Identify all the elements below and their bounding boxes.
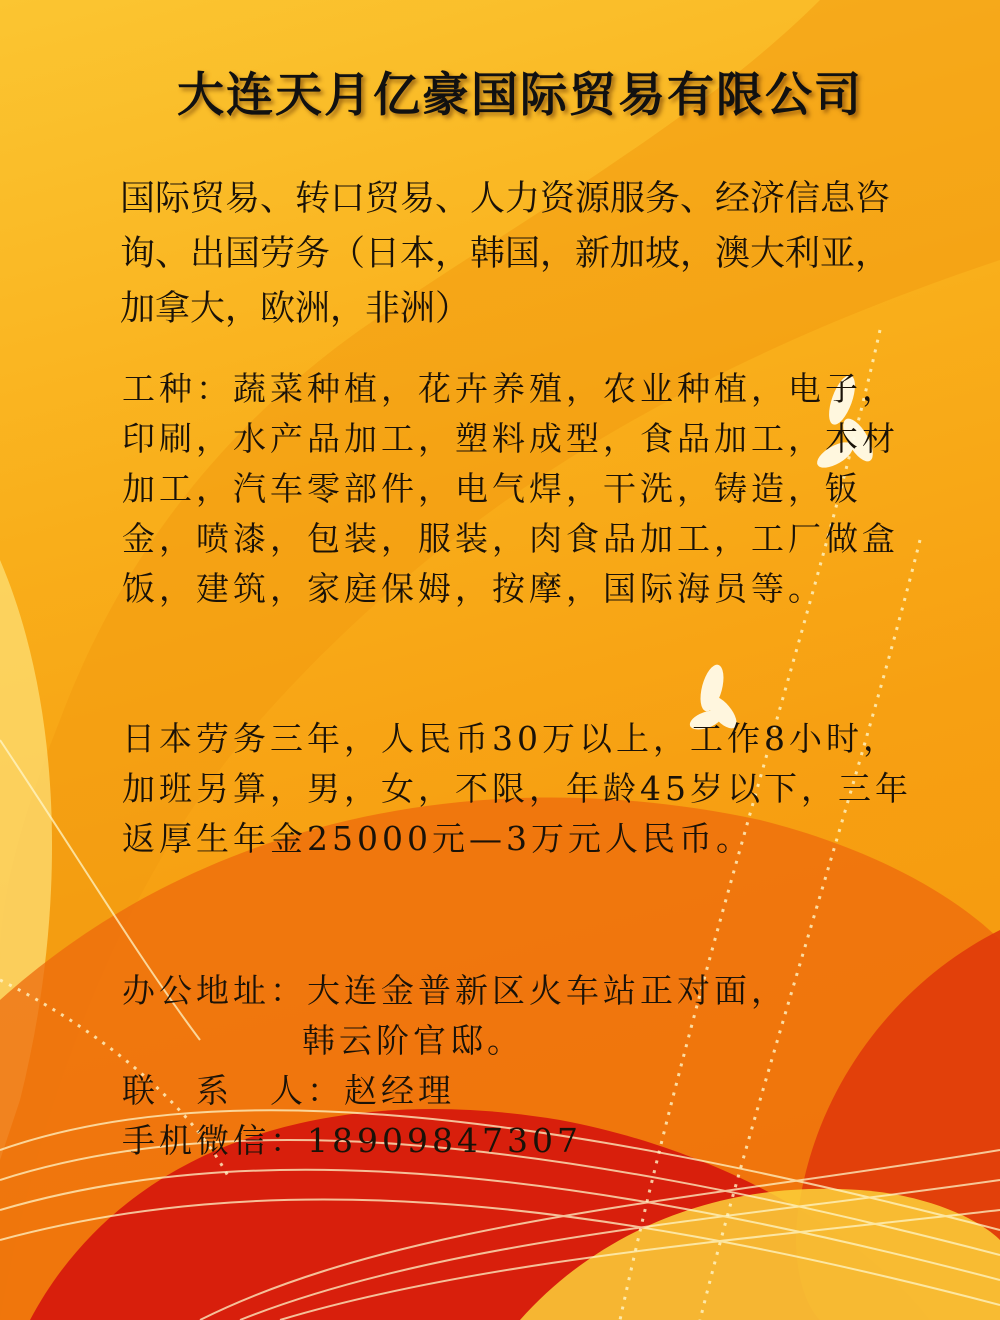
- phone-row: [122, 1116, 922, 1166]
- japan-labor-paragraph: 日本劳务三年，人民币30万以上，工作8小时，加班另算，男，女，不限，年龄45岁以下，三年返厚生年金25000元—3万元人民币。: [122, 719, 912, 858]
- address-line2: 韩云阶官邸。: [302, 1021, 524, 1060]
- services-paragraph: 国际贸易、转口贸易、人力资源服务、经济信息咨询、出国劳务（日本，韩国，新加坡，澳大利亚，加拿大，欧洲，非洲）: [120, 179, 891, 329]
- company-title: 大连天月亿豪国际贸易有限公司: [177, 68, 863, 123]
- address-row: [122, 966, 922, 1016]
- phone-number: 18909847307: [307, 1121, 582, 1160]
- job-types-paragraph: 工种：蔬菜种植，花卉养殖，农业种植，电子，印刷，水产品加工，塑料成型，食品加工，木材加工，汽车零部件，电气焊，干洗，铸造，钣金，喷漆，包装，服装，肉食品加工，工厂做盒饭，建筑，家庭保姆，按摩，国际海员等。: [122, 369, 899, 608]
- address-label: 办公地址：: [122, 971, 307, 1010]
- address-row-2: [122, 1016, 922, 1066]
- contact-person-row: [122, 1066, 922, 1116]
- contact-block: [122, 966, 922, 1166]
- phone-label: 手机微信：: [122, 1121, 307, 1160]
- contact-person-name: 赵经理: [344, 1071, 455, 1110]
- contact-person-label: 联 系 人：: [122, 1071, 344, 1110]
- address-line1: 大连金普新区火车站正对面，: [307, 971, 788, 1010]
